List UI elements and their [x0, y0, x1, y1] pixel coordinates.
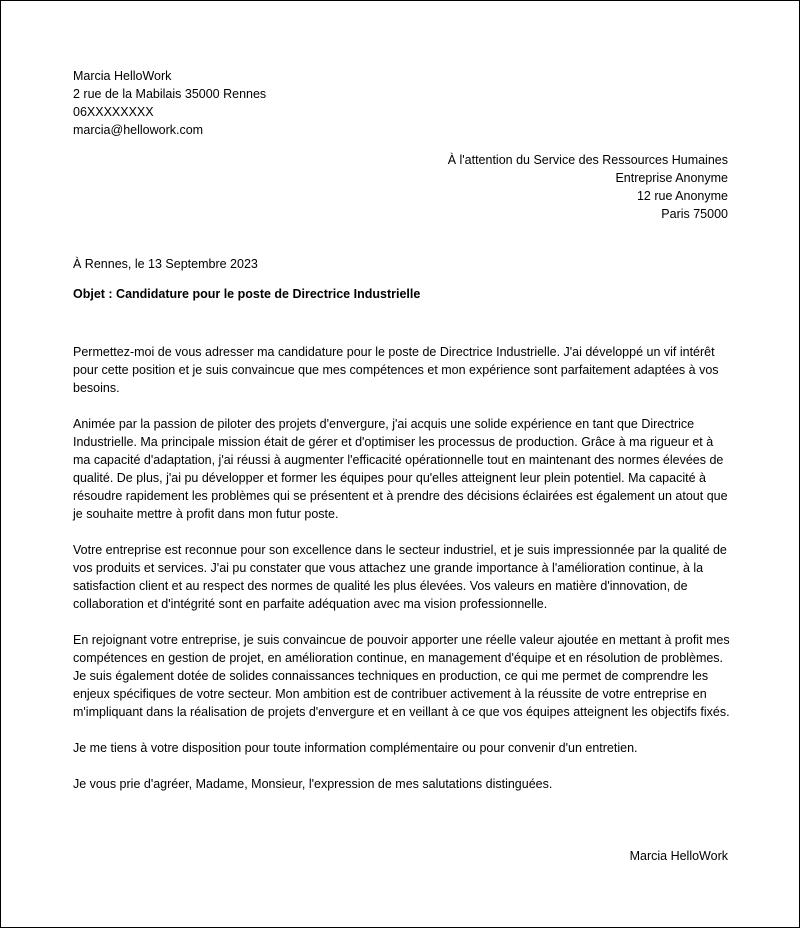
paragraph-experience: Animée par la passion de piloter des projets d'envergure, j'ai acquis une solide expérience en tant que Directrice Industrielle. Ma principale mission était de gérer et d'optimiser les processus de production. Grâce à ma rigueur et à ma capacité d'adaptation, j'ai réussi à augmenter l'efficacité opérationnelle tout en maintenant des normes élevées de qualité. De plus, j'ai pu développer et former les équipes pour qu'elles atteignent leur plein potentiel. Ma capacité à résoudre rapidement les problèmes qui se présentent et à prendre des décisions éclairées est également un atout que je souhaite mettre à profit dans mon futur poste.	[73, 417, 728, 521]
sender-block	[73, 67, 266, 139]
letter-body	[73, 343, 733, 811]
paragraph-company: Votre entreprise est reconnue pour son excellence dans le secteur industriel, et je suis impressionnée par la qualité de vos produits et services. J'ai pu constater que vous attachez une grande importance à l'amélioration continue, à la satisfaction client et au respect des normes de qualité les plus élevées. Vos valeurs en matière d'innovation, de collaboration et d'intégrité sont en parfaite adéquation avec ma vision professionnelle.	[73, 543, 727, 611]
sender-address: 2 rue de la Mabilais 35000 Rennes	[73, 87, 267, 101]
subject-line: Objet : Candidature pour le poste de Directrice Industrielle	[73, 287, 421, 301]
recipient-city: Paris 75000	[661, 207, 728, 221]
sender-name: Marcia HelloWork	[73, 69, 172, 83]
recipient-attention: À l'attention du Service des Ressources Humaines	[447, 153, 728, 167]
paragraph-intro: Permettez-moi de vous adresser ma candidature pour le poste de Directrice Industrielle. J'ai développé un vif intérêt pour cette position et je suis convaincue que mes compétences et mon expérience sont parfaitement adaptées à vos besoins.	[73, 345, 719, 395]
paragraph-value: En rejoignant votre entreprise, je suis convaincue de pouvoir apporter une réelle valeur ajoutée en mettant à profit mes compétences en gestion de projet, en amélioration continue, en management d'équipe et en résolution de problèmes. Je suis également dotée de solides connaissances techniques en production, ce qui me permet de comprendre les enjeux spécifiques de votre secteur. Mon ambition est de contribuer activement à la réussite de votre entreprise en m'impliquant dans la réalisation de projets d'envergure et en veillant à ce que vos équipes atteignent les objectifs fixés.	[73, 633, 730, 719]
recipient-street: 12 rue Anonyme	[636, 189, 728, 203]
signature: Marcia HelloWork	[629, 849, 728, 863]
paragraph-availability: Je me tiens à votre disposition pour toute information complémentaire ou pour convenir d'un entretien.	[73, 741, 638, 755]
paragraph-closing: Je vous prie d'agréer, Madame, Monsieur, l'expression de mes salutations distinguées.	[73, 777, 553, 791]
date-line: À Rennes, le 13 Septembre 2023	[73, 257, 258, 271]
sender-email: marcia@hellowork.com	[73, 123, 204, 137]
recipient-company: Entreprise Anonyme	[615, 171, 728, 185]
recipient-block	[448, 151, 728, 223]
sender-phone: 06XXXXXXXX	[73, 105, 154, 119]
